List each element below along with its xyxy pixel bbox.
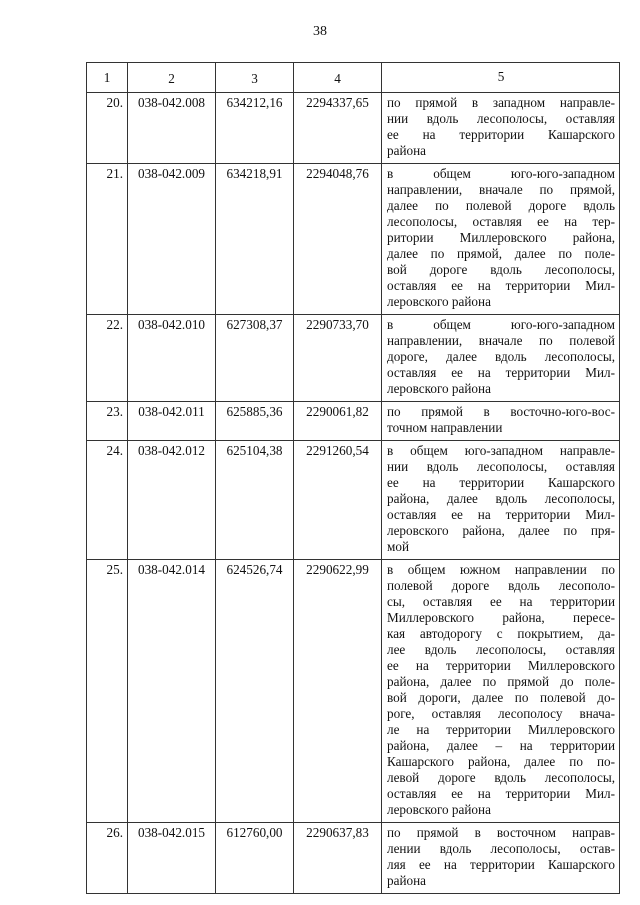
boundary-description: [382, 402, 620, 441]
description-line: по прямой в восточно-юго-вос-: [387, 404, 615, 419]
row-number: 20.: [87, 93, 128, 164]
description-line: района: [387, 143, 427, 158]
description-line: направлении, вначале по прямой,: [387, 182, 615, 197]
coordinate-x: 634212,16: [216, 93, 294, 164]
coordinate-x: 625104,38: [216, 441, 294, 560]
boundary-description: [382, 164, 620, 315]
description-line: леровского района, далее по пря-: [387, 523, 615, 538]
boundary-description: [382, 441, 620, 560]
description-line: вой дороге вдоль лесополосы,: [387, 262, 615, 277]
description-line: оставляя ее на территории Мил-: [387, 365, 615, 380]
description-line: Кашарского района, далее по по-: [387, 754, 615, 769]
description-line: леровского района: [387, 381, 491, 396]
description-line: района, далее вдоль лесополосы,: [387, 491, 615, 506]
coordinate-y: 2290733,70: [294, 315, 382, 402]
description-line: лении вдоль лесополосы, остав-: [387, 841, 615, 856]
point-code: 038-042.010: [128, 315, 216, 402]
description-line: по прямой в западном направле-: [387, 95, 615, 110]
header-col-5: 5: [382, 63, 620, 93]
point-code: 038-042.009: [128, 164, 216, 315]
table-row: [87, 560, 620, 823]
table-row: [87, 93, 620, 164]
coordinate-x: 634218,91: [216, 164, 294, 315]
description-line: ее на территории Кашарского: [387, 127, 615, 142]
description-line: леровского района: [387, 802, 491, 817]
description-line: левой дороге вдоль лесополосы,: [387, 770, 615, 785]
coordinate-y: 2291260,54: [294, 441, 382, 560]
description-line: ле на территории Миллеровского: [387, 722, 615, 737]
description-line: в общем юго-юго-западном: [387, 166, 615, 181]
point-code: 038-042.012: [128, 441, 216, 560]
page-number: 38: [313, 24, 327, 39]
description-line: кая автодорогу с покрытием, да-: [387, 626, 615, 641]
table-row: [87, 315, 620, 402]
boundary-description: [382, 315, 620, 402]
row-number: 23.: [87, 402, 128, 441]
coordinate-y: 2290637,83: [294, 823, 382, 894]
description-line: далее по полевой дороге вдоль: [387, 198, 615, 213]
point-code: 038-042.011: [128, 402, 216, 441]
description-line: далее по прямой, далее по поле-: [387, 246, 615, 261]
boundary-description: [382, 560, 620, 823]
point-code: 038-042.015: [128, 823, 216, 894]
description-line: вой дороги, далее по полевой до-: [387, 690, 615, 705]
description-line: ее на территории Кашарского: [387, 475, 615, 490]
row-number: 25.: [87, 560, 128, 823]
description-line: ее на территории Миллеровского: [387, 658, 615, 673]
description-line: ляя ее на территории Кашарского: [387, 857, 615, 872]
description-line: нии вдоль лесополосы, оставляя: [387, 459, 615, 474]
description-line: в общем юго-западном направле-: [387, 443, 615, 458]
description-line: Миллеровского района, пересе-: [387, 610, 615, 625]
description-line: направлении, вначале по полевой: [387, 333, 615, 348]
table-header-row: [87, 63, 620, 93]
coordinate-x: 627308,37: [216, 315, 294, 402]
row-number: 21.: [87, 164, 128, 315]
description-line: оставляя ее на территории Мил-: [387, 786, 615, 801]
coordinate-x: 624526,74: [216, 560, 294, 823]
description-line: точном направлении: [387, 420, 503, 435]
coordinate-y: 2294048,76: [294, 164, 382, 315]
coordinate-y: 2294337,65: [294, 93, 382, 164]
coordinate-y: 2290061,82: [294, 402, 382, 441]
point-code: 038-042.014: [128, 560, 216, 823]
description-line: мой: [387, 539, 409, 554]
row-number: 24.: [87, 441, 128, 560]
table-row: [87, 823, 620, 894]
description-line: лее вдоль лесополосы, оставляя: [387, 642, 615, 657]
description-line: нии вдоль лесополосы, оставляя: [387, 111, 615, 126]
row-number: 26.: [87, 823, 128, 894]
description-line: роге, оставляя лесополосу внача-: [387, 706, 615, 721]
boundary-description: [382, 93, 620, 164]
coordinate-x: 625885,36: [216, 402, 294, 441]
coordinate-y: 2290622,99: [294, 560, 382, 823]
point-code: 038-042.008: [128, 93, 216, 164]
description-line: сы, оставляя ее на территории: [387, 594, 615, 609]
description-line: оставляя ее на территории Мил-: [387, 507, 615, 522]
table-row: [87, 441, 620, 560]
description-line: района, далее – на территории: [387, 738, 615, 753]
table-row: [87, 402, 620, 441]
header-col-1: 1: [87, 63, 128, 93]
coordinate-x: 612760,00: [216, 823, 294, 894]
table-row: [87, 164, 620, 315]
description-line: ритории Миллеровского района,: [387, 230, 615, 245]
boundary-description: [382, 823, 620, 894]
description-line: полевой дороге вдоль лесополо-: [387, 578, 615, 593]
header-col-3: 3: [216, 63, 294, 93]
description-line: по прямой в восточном направ-: [387, 825, 615, 840]
description-line: района: [387, 873, 427, 888]
description-line: района, далее по прямой до поле-: [387, 674, 615, 689]
description-line: дороге, далее вдоль лесополосы,: [387, 349, 615, 364]
description-line: лесополосы, оставляя ее на тер-: [387, 214, 615, 229]
description-line: оставляя ее на территории Мил-: [387, 278, 615, 293]
description-line: леровского района: [387, 294, 491, 309]
row-number: 22.: [87, 315, 128, 402]
header-col-4: 4: [294, 63, 382, 93]
boundary-points-table: [86, 62, 620, 894]
description-line: в общем южном направлении по: [387, 562, 615, 577]
header-col-2: 2: [128, 63, 216, 93]
description-line: в общем юго-юго-западном: [387, 317, 615, 332]
